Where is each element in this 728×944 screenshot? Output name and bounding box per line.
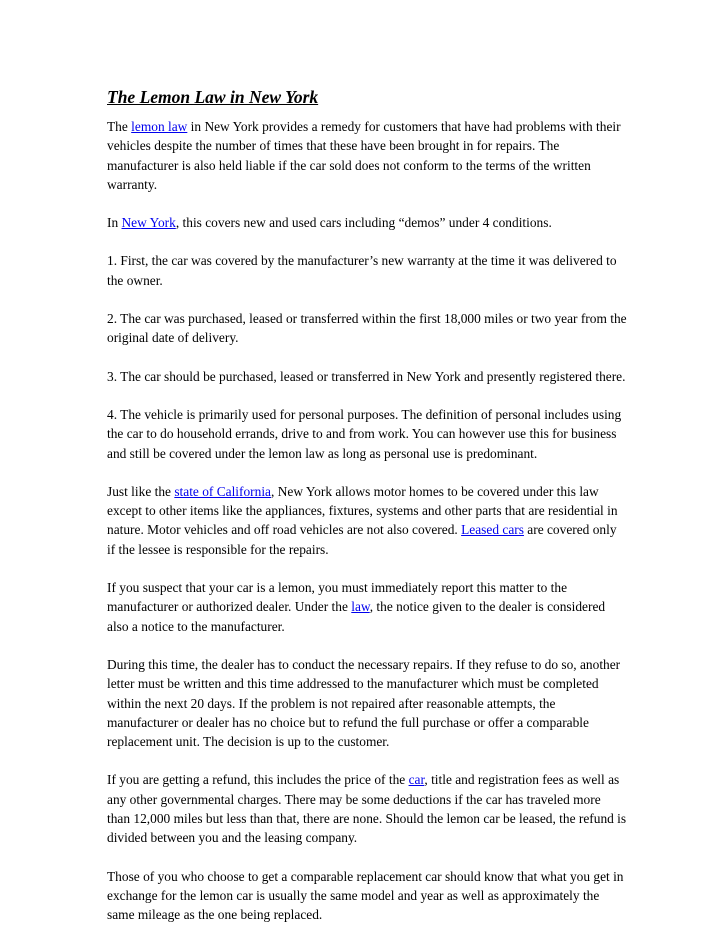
- inline-link[interactable]: law: [351, 599, 370, 615]
- body-paragraph: [107, 482, 627, 559]
- paragraph-text: 4. The vehicle is primarily used for personal purposes. The definition of personal includes using the car to do household errands, drive to and from work. You can however use this for business and still be covered under the lemon law as long as personal use is predominant.: [107, 406, 622, 461]
- paragraph-text: , this covers new and used cars including “demos” under 4 conditions.: [175, 215, 552, 231]
- body-paragraph: [107, 578, 627, 636]
- paragraph-text: , the notice given to the dealer is considered also a notice to the manufacturer.: [107, 599, 606, 634]
- paragraph-text: Those of you who choose to get a comparable replacement car should know that what you get in exchange for the lemon car is usually the same model and year as well as approximately the same mileage as the one being replaced.: [107, 868, 624, 923]
- paragraph-text: , New York allows motor homes to be covered under this law except to other items like the appliances, fixtures, systems and other parts that are residential in nature. Motor vehicles and off road vehicles are not also covered.: [107, 483, 618, 538]
- paragraph-text: in New York provides a remedy for customers that have had problems with their vehicles despite the number of times that these have been brought in for repairs. The manufacturer is also held liable if the car sold does not conform to the terms of the written warranty.: [107, 119, 621, 192]
- paragraph-text: In: [107, 215, 122, 231]
- body-paragraph: [107, 213, 627, 232]
- body-paragraph: [107, 309, 627, 348]
- paragraph-text: 1. First, the car was covered by the manufacturer’s new warranty at the time it was delivered to the owner.: [107, 253, 617, 288]
- paragraph-text: 3. The car should be purchased, leased or transferred in New York and presently registered there.: [107, 368, 626, 384]
- paragraph-text: are covered only if the lessee is responsible for the repairs.: [107, 522, 617, 557]
- paragraph-text: The: [107, 119, 132, 134]
- body-paragraph: [107, 655, 627, 751]
- body-paragraph: [107, 770, 627, 847]
- paragraph-text: If you are getting a refund, this includes the price of the: [107, 772, 409, 788]
- paragraph-text: If you suspect that your car is a lemon, you must immediately report this matter to the manufacturer or authorized dealer. Under the: [107, 580, 568, 615]
- body-paragraph: [107, 867, 627, 925]
- body-paragraph: [107, 251, 627, 290]
- document-page: [107, 86, 627, 944]
- inline-link[interactable]: lemon law: [131, 119, 188, 134]
- inline-link[interactable]: New York: [121, 215, 176, 231]
- paragraph-text: Just like the: [107, 483, 175, 499]
- body-paragraph: [107, 405, 627, 463]
- document-title: The Lemon Law in New York: [107, 87, 319, 107]
- inline-link[interactable]: state of California: [174, 483, 272, 499]
- paragraph-text: 2. The car was purchased, leased or transferred within the first 18,000 miles or two year from the original date of delivery.: [107, 311, 627, 346]
- paragraph-text: During this time, the dealer has to conduct the necessary repairs. If they refuse to do so, another letter must be written and this time addressed to the manufacturer which must be completed within the next 20 days. If the problem is not repaired after reasonable attempts, the manufacturer or dealer has no choice but to refund the full purchase or offer a comparable replacement unit. The decision is up to the customer.: [107, 656, 621, 750]
- document-body: [107, 117, 627, 925]
- inline-link[interactable]: Leased cars: [461, 522, 524, 538]
- paragraph-text: , title and registration fees as well as any other governmental charges. There may be some deductions if the car has traveled more than 12,000 miles but less than that, there are none. Should the lemon car be leased, the refund is divided between you and the leasing company.: [107, 772, 627, 846]
- body-paragraph: [107, 367, 627, 386]
- inline-link[interactable]: car: [408, 772, 425, 788]
- body-paragraph: [107, 117, 627, 194]
